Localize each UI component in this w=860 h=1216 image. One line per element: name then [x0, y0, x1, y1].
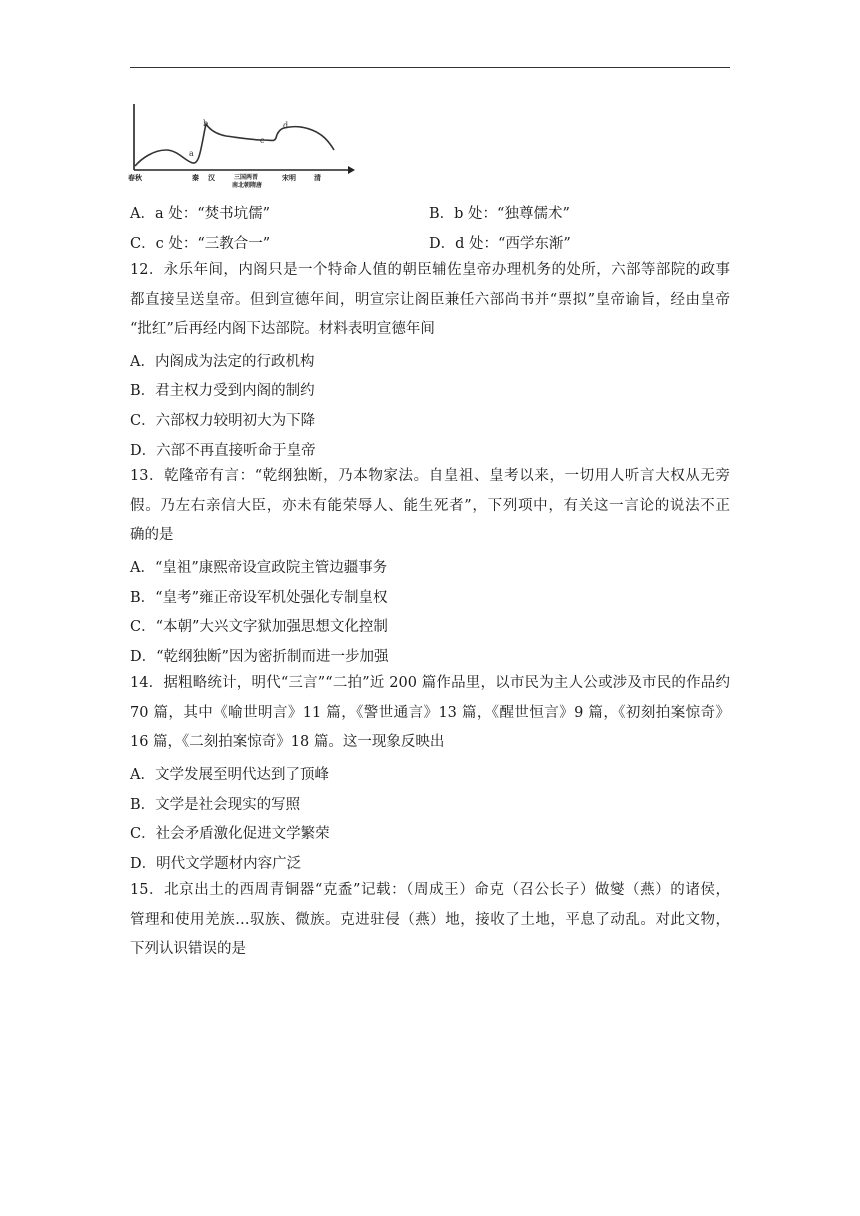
- q13-option-c[interactable]: C．“本朝”大兴文字狱加强思想文化控制: [130, 619, 388, 635]
- q12-stem: [130, 256, 730, 345]
- q13-option-d[interactable]: D．“乾纲独断”因为密折制而进一步加强: [130, 649, 389, 665]
- q12-stem-line: 12．永乐年间，内阁只是一个特命人值的朝臣辅佐皇帝办理机务的处所，六部等部院的政事: [130, 262, 730, 278]
- q11-option-b[interactable]: B．b 处：“独尊儒术”: [429, 206, 570, 222]
- q12-stem-line: 都直接呈送皇帝。但到宣德年间，明宣宗让阁臣兼任六部尚书并“票拟”皇帝谕旨，经由皇帝: [130, 291, 730, 308]
- q14-stem: [130, 669, 730, 758]
- q11-option-a[interactable]: A．a 处：“焚书坑儒”: [130, 206, 271, 222]
- x-axis-arrow: [348, 166, 355, 174]
- q12-option-d[interactable]: D．六部不再直接听命于皇帝: [130, 443, 316, 459]
- point-label: d: [283, 121, 289, 130]
- x-tick-label: 三国两晋: [234, 174, 259, 181]
- x-tick-label: 汉: [208, 173, 215, 182]
- q15-stem: [130, 876, 730, 965]
- q14-stem-line: 16 篇，《二刻拍案惊奇》18 篇。这一现象反映出: [130, 734, 445, 751]
- x-tick-label: 宋明: [282, 173, 296, 182]
- q13-stem: [130, 462, 730, 551]
- q11-option-c[interactable]: C．c 处：“三教合一”: [130, 236, 271, 252]
- q12-option-a[interactable]: A．内阁成为法定的行政机构: [130, 354, 315, 370]
- q12-option-c[interactable]: C．六部权力较明初大为下降: [130, 413, 316, 429]
- q13-option-b[interactable]: B．“皇考”雍正帝设军机处强化专制皇权: [130, 590, 388, 606]
- q15-stem-line: 15．北京出土的西周青铜器“克盉”记载：（周成王）命克（召公长子）做燮（燕）的诸侯，: [130, 882, 730, 898]
- q12-stem-line: “批红”后再经内阁下达部院。材料表明宣德年间: [130, 321, 435, 338]
- q11-options-row-1: [130, 202, 730, 230]
- q11-option-d[interactable]: D．d 处：“西学东渐”: [429, 236, 571, 252]
- q14-stem-line: 70 篇，其中《喻世明言》11 篇，《警世通言》13 篇，《醒世恒言》9 篇，《初刻拍案惊奇》: [130, 704, 730, 721]
- q14-option-c[interactable]: C．社会矛盾激化促进文学繁荣: [130, 826, 330, 842]
- point-label: a: [189, 149, 194, 158]
- q15-stem-line: 管理和使用羌族…驭族、微族。克进驻侵（燕）地，接收了土地，平息了动乱。对此文物，: [130, 911, 730, 928]
- q14-option-d[interactable]: D．明代文学题材内容广泛: [130, 856, 302, 872]
- q13-stem-line: 13．乾隆帝有言：“乾纲独断，乃本物家法。自皇祖、皇考以来，一切用人听言大权从无旁: [130, 468, 730, 484]
- x-tick-label: 秦: [192, 173, 199, 182]
- point-label: b: [203, 119, 209, 128]
- q13-stem-line: 假。乃左右亲信大臣，亦未有能荣辱人、能生死者”，下列项中，有关这一言论的说法不正: [130, 497, 730, 514]
- q15-stem-line: 下列认识错误的是: [130, 941, 246, 958]
- history-curve-figure: [126, 100, 356, 192]
- curve-chart: [126, 100, 356, 192]
- trend-curve: [135, 124, 334, 166]
- q14-stem-line: 14．据粗略统计，明代“三言”“二拍”近 200 篇作品里，以市民为主人公或涉及市民的作品约: [130, 675, 730, 691]
- x-tick-label: 清: [314, 173, 321, 182]
- x-tick-label: 南北朝隋唐: [232, 182, 263, 189]
- q12-option-b[interactable]: B．君主权力受到内阁的制约: [130, 383, 315, 399]
- q13-option-a[interactable]: A．“皇祖”康熙帝设宣政院主管边疆事务: [130, 560, 388, 576]
- header-rule: [130, 67, 730, 68]
- q14-option-a[interactable]: A．文学发展至明代达到了顶峰: [130, 767, 329, 783]
- q14-option-b[interactable]: B．文学是社会现实的写照: [130, 797, 301, 813]
- point-label: c: [260, 136, 265, 145]
- x-tick-label: 春秋: [128, 173, 142, 182]
- q13-stem-line: 确的是: [130, 527, 174, 544]
